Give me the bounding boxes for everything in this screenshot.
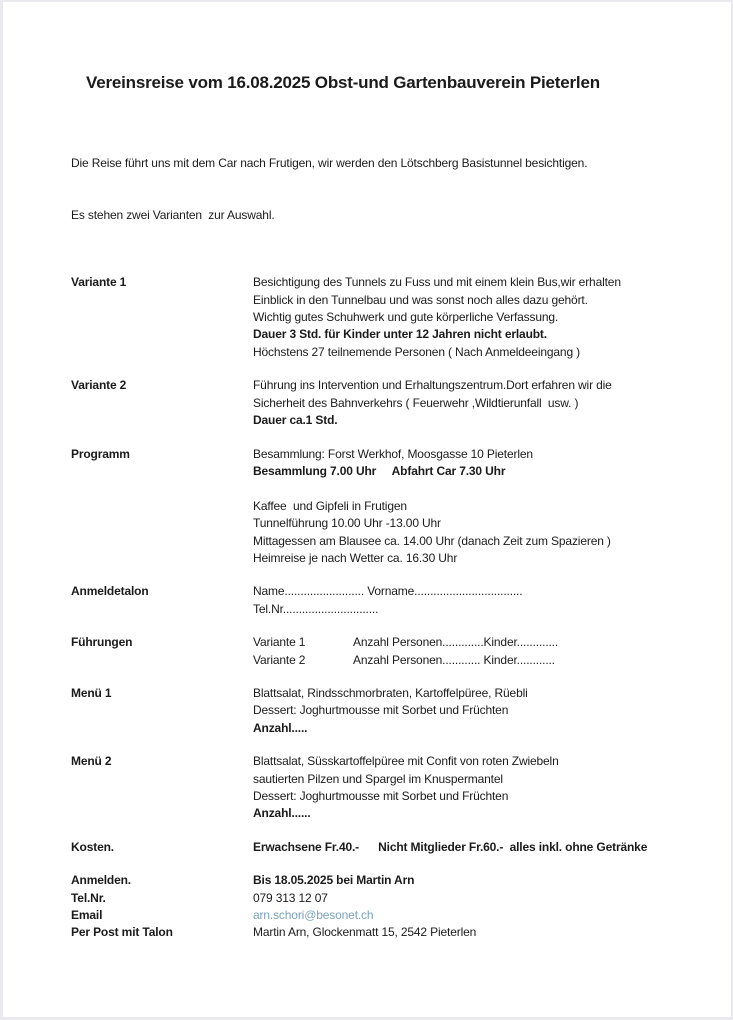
intro-line-2: Es stehen zwei Varianten zur Auswahl.: [71, 208, 275, 223]
line-text: Anzahl Personen............ Kinder............: [353, 652, 555, 667]
text-line: Blattsalat, Süsskartoffelpüree mit Confit von roten Zwiebeln: [253, 754, 559, 769]
text-line: [253, 652, 705, 669]
contact-label: Tel.Nr.: [71, 890, 106, 905]
section-content: [253, 634, 705, 669]
text-line: Wichtig gutes Schuhwerk und gute körperliche Verfassung.: [253, 310, 559, 325]
text-line: Einblick in den Tunnelbau und was sonst noch alles dazu gehört.: [253, 292, 588, 307]
text-line: Name......................... Vorname..................................: [253, 584, 523, 599]
section-row: [71, 839, 705, 856]
text-line: Anzahl.....: [253, 720, 308, 735]
section-label: Variante 2: [71, 378, 127, 393]
section-row: [71, 446, 705, 568]
text-line: Dessert: Joghurtmousse mit Sorbet und Früchten: [253, 789, 509, 803]
section-content: [253, 583, 705, 618]
sections: [71, 274, 705, 942]
section-content: [253, 685, 705, 737]
line-subcolumn: Variante 2: [253, 652, 306, 667]
text-line: Dessert: Joghurtmousse mit Sorbet und Früchten: [253, 703, 509, 718]
section-label: Menü 2: [71, 754, 112, 769]
section-label: Führungen: [71, 635, 133, 650]
text-line: Dauer ca.1 Std.: [253, 413, 338, 428]
section-content: [253, 377, 705, 429]
text-line: Besammlung 7.00 Uhr Abfahrt Car 7.30 Uhr: [253, 463, 506, 478]
section-content: [253, 446, 705, 568]
section-content: [253, 753, 705, 823]
text-line: Führung ins Intervention und Erhaltungszentrum.Dort erfahren wir die: [253, 378, 612, 393]
text-line: [253, 634, 705, 651]
text-line: Anzahl......: [253, 806, 311, 821]
text-line: Erwachsene Fr.40.- Nicht Mitglieder Fr.60.- alles inkl. ohne Getränke: [253, 839, 648, 854]
contact-row: [71, 872, 705, 889]
text-line: Blattsalat, Rindsschmorbraten, Kartoffelpüree, Rüebli: [253, 685, 528, 700]
section-label: Variante 1: [71, 275, 127, 290]
section-row: [71, 685, 705, 737]
contact-content: [253, 924, 705, 941]
contact-row: [71, 907, 705, 924]
section-row: [71, 377, 705, 429]
intro-line-1: Die Reise führt uns mit dem Car nach Frutigen, wir werden den Lötschberg Basistunnel besichtigen.: [71, 155, 588, 170]
section-label: Programm: [71, 446, 130, 461]
email-link[interactable]: arn.schori@besonet.ch: [253, 908, 374, 923]
contact-row: [71, 924, 705, 941]
text-line: Tunnelführung 10.00 Uhr -13.00 Uhr: [253, 516, 441, 531]
text-line: Besichtigung des Tunnels zu Fuss und mit einem klein Bus,wir erhalten: [253, 275, 621, 290]
contact-label: Email: [71, 908, 103, 923]
text-line: Höchstens 27 teilnemende Personen ( Nach Anmeldeeingang ): [253, 344, 580, 359]
section-row: [71, 583, 705, 618]
text-line: Besammlung: Forst Werkhof, Moosgasse 10 Pieterlen: [253, 446, 533, 461]
contact-row: [71, 890, 705, 907]
contact-value: 079 313 12 07: [253, 890, 328, 905]
section-label: Anmeldetalon: [71, 584, 149, 599]
section-label: Kosten.: [71, 839, 114, 854]
document-title: Vereinsreise vom 16.08.2025 Obst-und Gartenbauverein Pieterlen: [86, 73, 600, 92]
section-row: [71, 274, 705, 361]
text-line: Mittagessen am Blausee ca. 14.00 Uhr (danach Zeit zum Spazieren ): [253, 533, 611, 548]
section-row: [71, 634, 705, 669]
text-line: Heimreise je nach Wetter ca. 16.30 Uhr: [253, 550, 458, 565]
contact-label: Per Post mit Talon: [71, 925, 173, 940]
line-text: Anzahl Personen.............Kinder.............: [353, 635, 559, 650]
text-line: [253, 480, 705, 497]
section-content: [253, 839, 705, 856]
text-line: sautierten Pilzen und Spargel im Knuspermantel: [253, 771, 503, 786]
contact-value: Bis 18.05.2025 bei Martin Arn: [253, 873, 415, 888]
contact-label: Anmelden.: [71, 873, 131, 888]
contact-value: Martin Arn, Glockenmatt 15, 2542 Pieterlen: [253, 925, 477, 940]
section-content: [253, 274, 705, 361]
section-label: Menü 1: [71, 685, 112, 700]
text-line: Sicherheit des Bahnverkehrs ( Feuerwehr ,Wildtierunfall usw. ): [253, 395, 579, 410]
text-line: Dauer 3 Std. für Kinder unter 12 Jahren nicht erlaubt.: [253, 327, 547, 342]
contact-content: [253, 872, 705, 889]
text-line: Kaffee und Gipfeli in Frutigen: [253, 498, 407, 513]
contact-content: [253, 890, 705, 907]
text-line: Tel.Nr..............................: [253, 601, 379, 616]
section-row: [71, 753, 705, 823]
intro-paragraph: [71, 120, 691, 259]
line-subcolumn: Variante 1: [253, 635, 306, 650]
contact-content: [253, 907, 705, 924]
